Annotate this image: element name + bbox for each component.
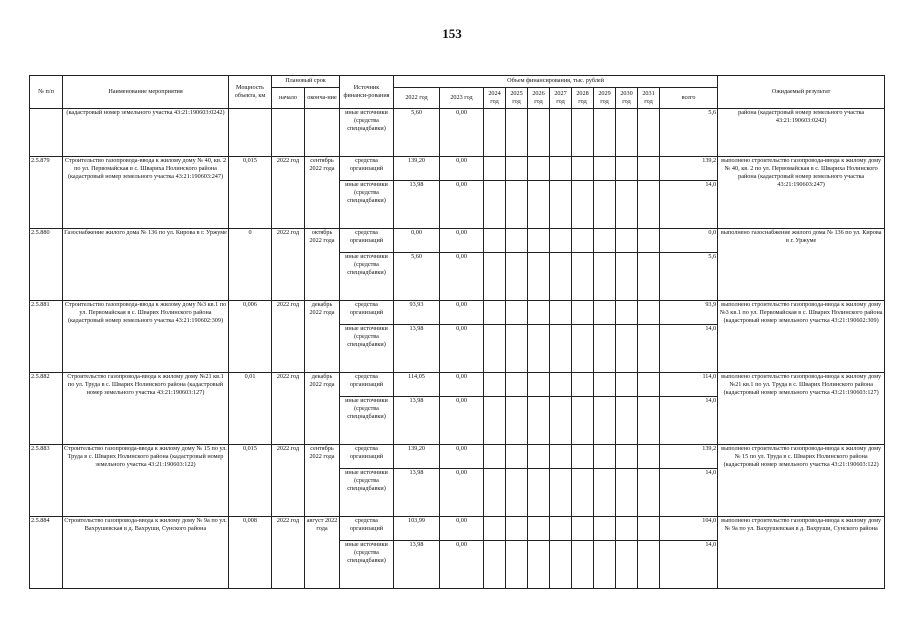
row-number: 2.5.882 <box>30 373 63 445</box>
table-row <box>30 109 885 157</box>
table-row <box>30 445 885 469</box>
row-2022: 13,98 <box>394 325 440 373</box>
row-year-empty <box>550 301 572 325</box>
row-capacity: 0,008 <box>229 517 272 589</box>
row-result: выполнено строительство газопровода-ввода к жилому дому № 9а по ул. Вахрушевская в д. Вахруши, Сунского района <box>718 517 885 589</box>
row-start: 2022 год <box>272 157 305 229</box>
row-2023: 0,00 <box>440 253 484 301</box>
row-number: 2.5.884 <box>30 517 63 589</box>
header-end: оконча-ние <box>305 88 340 109</box>
row-source: иные источники (средства спецнадбавки) <box>340 109 394 157</box>
row-year-empty <box>484 229 506 253</box>
row-2022: 5,60 <box>394 253 440 301</box>
row-year-empty <box>484 109 506 157</box>
row-year-empty <box>638 541 660 589</box>
row-year-empty <box>638 373 660 397</box>
row-year-empty <box>484 445 506 469</box>
row-source: средства организаций <box>340 301 394 325</box>
row-year-empty <box>506 301 528 325</box>
row-year-empty <box>506 445 528 469</box>
row-year-empty <box>484 397 506 445</box>
row-year-empty <box>528 517 550 541</box>
row-capacity: 0,015 <box>229 445 272 517</box>
row-2022: 93,93 <box>394 301 440 325</box>
row-result: выполнено строительство газопровода-ввода к жилому дому №21 кв.1 по ул. Труда в с. Шварих Нолинского района (кадастровый номер земельного участка 43:21:190603:127) <box>718 373 885 445</box>
row-end: октябрь 2022 года <box>305 229 340 301</box>
header-plan-period: Плановый срок <box>272 76 340 88</box>
row-year-empty <box>572 517 594 541</box>
row-year-empty <box>550 181 572 229</box>
row-year-empty <box>528 469 550 517</box>
header-total: всего <box>660 88 718 109</box>
row-name: Строительство газопровода-ввода к жилому дому №3 кв.1 по ул. Первомайская в с. Шварих Нолинского района (кадастровый номер земельного участка 43:21:190602:309) <box>63 301 229 373</box>
row-2022: 13,98 <box>394 469 440 517</box>
row-year-empty <box>616 517 638 541</box>
row-year-empty <box>528 541 550 589</box>
row-year-empty <box>528 253 550 301</box>
row-year-empty <box>616 397 638 445</box>
row-year-empty <box>616 157 638 181</box>
row-capacity: 0,006 <box>229 301 272 373</box>
row-start: 2022 год <box>272 373 305 445</box>
row-year-empty <box>594 181 616 229</box>
row-year-empty <box>638 253 660 301</box>
header-start: начало <box>272 88 305 109</box>
row-year-empty <box>506 181 528 229</box>
row-year-empty <box>616 325 638 373</box>
row-total: 5,6 <box>660 109 718 157</box>
row-year-empty <box>506 157 528 181</box>
row-2022: 13,98 <box>394 181 440 229</box>
row-year-empty <box>506 469 528 517</box>
row-year-empty <box>550 469 572 517</box>
row-year-empty <box>594 469 616 517</box>
row-capacity: 0,01 <box>229 373 272 445</box>
row-2022: 103,99 <box>394 517 440 541</box>
row-total: 93,9 <box>660 301 718 325</box>
row-name: Газоснабжение жилого дома № 136 по ул. Кирова в г. Уржуме <box>63 229 229 301</box>
row-year-empty <box>550 325 572 373</box>
row-end: сентябрь 2022 года <box>305 157 340 229</box>
row-year-empty <box>616 181 638 229</box>
row-total: 139,2 <box>660 445 718 469</box>
row-year-empty <box>638 325 660 373</box>
row-year-empty <box>638 445 660 469</box>
row-year-empty <box>550 541 572 589</box>
row-year-empty <box>550 253 572 301</box>
row-number: 2.5.880 <box>30 229 63 301</box>
header-year: 2028 год <box>572 88 594 109</box>
row-year-empty <box>616 541 638 589</box>
row-2022: 139,20 <box>394 157 440 181</box>
row-end: сентябрь 2022 года <box>305 445 340 517</box>
row-year-empty <box>528 157 550 181</box>
page-number: 153 <box>442 26 462 41</box>
row-year-empty <box>528 325 550 373</box>
row-year-empty <box>484 541 506 589</box>
row-total: 114,0 <box>660 373 718 397</box>
row-year-empty <box>616 445 638 469</box>
row-year-empty <box>572 109 594 157</box>
row-year-empty <box>572 253 594 301</box>
header-year: 2025 год <box>506 88 528 109</box>
header-capacity: Мощность объекта, км <box>229 76 272 109</box>
row-result: выполнено строительство газопровода-ввода к жилому дому № 40, кв. 2 по ул. Первомайская в с. Швариха Нолинского района (кадастровый номер земельного участка 43:21:190603:247) <box>718 157 885 229</box>
row-2023: 0,00 <box>440 469 484 517</box>
row-source: иные источники (средства спецнадбавки) <box>340 325 394 373</box>
row-total: 14,0 <box>660 325 718 373</box>
row-year-empty <box>638 109 660 157</box>
row-number: 2.5.881 <box>30 301 63 373</box>
header-year: 2026 год <box>528 88 550 109</box>
row-year-empty <box>616 301 638 325</box>
row-year-empty <box>594 301 616 325</box>
row-year-empty <box>484 181 506 229</box>
row-year-empty <box>594 541 616 589</box>
table-row <box>30 229 885 253</box>
row-name: Строительство газопровода-ввода к жилому дому №21 кв.1 по ул. Труда в с. Шварих Нолинского района (кадастровый номер земельного участка 43:21:190603:127) <box>63 373 229 445</box>
row-year-empty <box>594 109 616 157</box>
row-2022: 0,00 <box>394 229 440 253</box>
row-year-empty <box>528 229 550 253</box>
row-total: 14,0 <box>660 181 718 229</box>
row-total: 14,0 <box>660 469 718 517</box>
row-year-empty <box>638 229 660 253</box>
row-total: 5,6 <box>660 253 718 301</box>
row-end <box>305 109 340 157</box>
row-end: декабрь 2022 года <box>305 301 340 373</box>
row-year-empty <box>572 301 594 325</box>
row-total: 104,0 <box>660 517 718 541</box>
row-total: 0,0 <box>660 229 718 253</box>
row-number <box>30 109 63 157</box>
row-source: средства организаций <box>340 157 394 181</box>
row-2023: 0,00 <box>440 325 484 373</box>
row-name: (кадастровый номер земельного участка 43:21:190603:0242) <box>63 109 229 157</box>
row-2023: 0,00 <box>440 109 484 157</box>
row-2022: 139,20 <box>394 445 440 469</box>
row-year-empty <box>528 373 550 397</box>
row-year-empty <box>572 541 594 589</box>
row-year-empty <box>506 397 528 445</box>
row-year-empty <box>638 181 660 229</box>
header-year: 2022 год <box>394 88 440 109</box>
header-volume: Объем финансирования, тыс. рублей <box>394 76 718 88</box>
row-year-empty <box>616 229 638 253</box>
row-source: иные источники (средства спецнадбавки) <box>340 181 394 229</box>
row-source: иные источники (средства спецнадбавки) <box>340 253 394 301</box>
row-2023: 0,00 <box>440 397 484 445</box>
row-year-empty <box>594 325 616 373</box>
row-year-empty <box>484 301 506 325</box>
row-year-empty <box>594 157 616 181</box>
header-year: 2030 год <box>616 88 638 109</box>
row-source: средства организаций <box>340 445 394 469</box>
row-source: средства организаций <box>340 517 394 541</box>
row-2023: 0,00 <box>440 373 484 397</box>
row-year-empty <box>550 445 572 469</box>
row-result: выполнено газоснабжение жилого дома № 136 по ул. Кирова в г. Уржуме <box>718 229 885 301</box>
row-2022: 114,05 <box>394 373 440 397</box>
row-year-empty <box>528 181 550 229</box>
row-year-empty <box>506 517 528 541</box>
row-year-empty <box>484 157 506 181</box>
row-year-empty <box>638 397 660 445</box>
row-year-empty <box>550 397 572 445</box>
row-year-empty <box>572 445 594 469</box>
row-year-empty <box>594 517 616 541</box>
row-year-empty <box>572 181 594 229</box>
row-2022: 13,98 <box>394 397 440 445</box>
row-year-empty <box>616 469 638 517</box>
row-2023: 0,00 <box>440 445 484 469</box>
row-2023: 0,00 <box>440 517 484 541</box>
row-start: 2022 год <box>272 517 305 589</box>
row-name: Строительство газопровода-ввода к жилому дому № 9а по ул. Вахрушевская в д. Вахруши, Сунского района <box>63 517 229 589</box>
row-year-empty <box>616 109 638 157</box>
row-year-empty <box>594 397 616 445</box>
row-year-empty <box>506 373 528 397</box>
row-year-empty <box>572 229 594 253</box>
row-year-empty <box>616 253 638 301</box>
table-row <box>30 157 885 181</box>
row-end: декабрь 2022 года <box>305 373 340 445</box>
row-capacity: 0,015 <box>229 157 272 229</box>
row-year-empty <box>506 229 528 253</box>
table-row <box>30 517 885 541</box>
row-capacity: 0 <box>229 229 272 301</box>
row-year-empty <box>594 445 616 469</box>
row-year-empty <box>484 373 506 397</box>
row-year-empty <box>572 469 594 517</box>
header-name: Наименование мероприятия <box>63 76 229 109</box>
row-result: выполнено строительство газопровода-ввода к жилому дому №3 кв.1 по ул. Первомайская в с. Шварих Нолинского района (кадастровый номер земельного участка 43:21:190602:309) <box>718 301 885 373</box>
row-number: 2.5.883 <box>30 445 63 517</box>
header-year: 2024 год <box>484 88 506 109</box>
header-num: № п/п <box>30 76 63 109</box>
row-year-empty <box>638 469 660 517</box>
row-start: 2022 год <box>272 445 305 517</box>
row-year-empty <box>638 157 660 181</box>
row-result: района (кадастровый номер земельного участка 43:21:190603:0242) <box>718 109 885 157</box>
row-year-empty <box>572 397 594 445</box>
row-year-empty <box>550 157 572 181</box>
row-total: 14,0 <box>660 541 718 589</box>
row-year-empty <box>572 373 594 397</box>
row-2022: 5,60 <box>394 109 440 157</box>
row-year-empty <box>528 109 550 157</box>
row-2023: 0,00 <box>440 157 484 181</box>
row-year-empty <box>572 325 594 373</box>
header-year: 2031 год <box>638 88 660 109</box>
row-year-empty <box>638 517 660 541</box>
row-year-empty <box>550 109 572 157</box>
row-start <box>272 109 305 157</box>
row-total: 14,0 <box>660 397 718 445</box>
row-source: средства организаций <box>340 229 394 253</box>
row-source: средства организаций <box>340 373 394 397</box>
row-year-empty <box>550 373 572 397</box>
row-year-empty <box>528 397 550 445</box>
table-row <box>30 373 885 397</box>
row-year-empty <box>484 517 506 541</box>
header-year: 2027 год <box>550 88 572 109</box>
row-year-empty <box>550 517 572 541</box>
row-capacity <box>229 109 272 157</box>
row-year-empty <box>506 109 528 157</box>
row-year-empty <box>594 373 616 397</box>
row-total: 139,2 <box>660 157 718 181</box>
row-year-empty <box>616 373 638 397</box>
financing-table <box>29 75 885 589</box>
row-year-empty <box>550 229 572 253</box>
row-name: Строительство газопровода-ввода к жилому дому № 15 по ул. Труда в с. Шварих Нолинского района (кадастровый номер земельного участка 43:21:190603:122) <box>63 445 229 517</box>
header-year: 2029 год <box>594 88 616 109</box>
row-source: иные источники (средства спецнадбавки) <box>340 469 394 517</box>
row-year-empty <box>594 229 616 253</box>
row-year-empty <box>528 445 550 469</box>
header-year: 2023 год <box>440 88 484 109</box>
row-year-empty <box>594 253 616 301</box>
row-2023: 0,00 <box>440 541 484 589</box>
row-end: август 2022 года <box>305 517 340 589</box>
row-year-empty <box>506 325 528 373</box>
row-source: иные источники (средства спецнадбавки) <box>340 541 394 589</box>
row-name: Строительство газопровода-ввода к жилому дому № 40, кв. 2 по ул. Первомайская в с. Швариха Нолинского района (кадастровый номер земельного участка 43:21:190603:247) <box>63 157 229 229</box>
row-start: 2022 год <box>272 301 305 373</box>
row-year-empty <box>638 301 660 325</box>
row-start: 2022 год <box>272 229 305 301</box>
row-year-empty <box>506 541 528 589</box>
row-2023: 0,00 <box>440 181 484 229</box>
table-row <box>30 301 885 325</box>
header-source: Источник финанси-рования <box>340 76 394 109</box>
row-2022: 13,98 <box>394 541 440 589</box>
row-number: 2.5.879 <box>30 157 63 229</box>
row-source: иные источники (средства спецнадбавки) <box>340 397 394 445</box>
row-year-empty <box>506 253 528 301</box>
row-year-empty <box>484 469 506 517</box>
row-year-empty <box>528 301 550 325</box>
row-result: выполнено строительство газопровода-ввода к жилому дому № 15 по ул. Труда в с. Шварих Нолинского района (кадастровый номер земельного участка 43:21:190603:122) <box>718 445 885 517</box>
row-year-empty <box>484 325 506 373</box>
row-year-empty <box>572 157 594 181</box>
header-result: Ожидаемый результат <box>718 76 885 109</box>
row-2023: 0,00 <box>440 301 484 325</box>
row-year-empty <box>484 253 506 301</box>
row-2023: 0,00 <box>440 229 484 253</box>
